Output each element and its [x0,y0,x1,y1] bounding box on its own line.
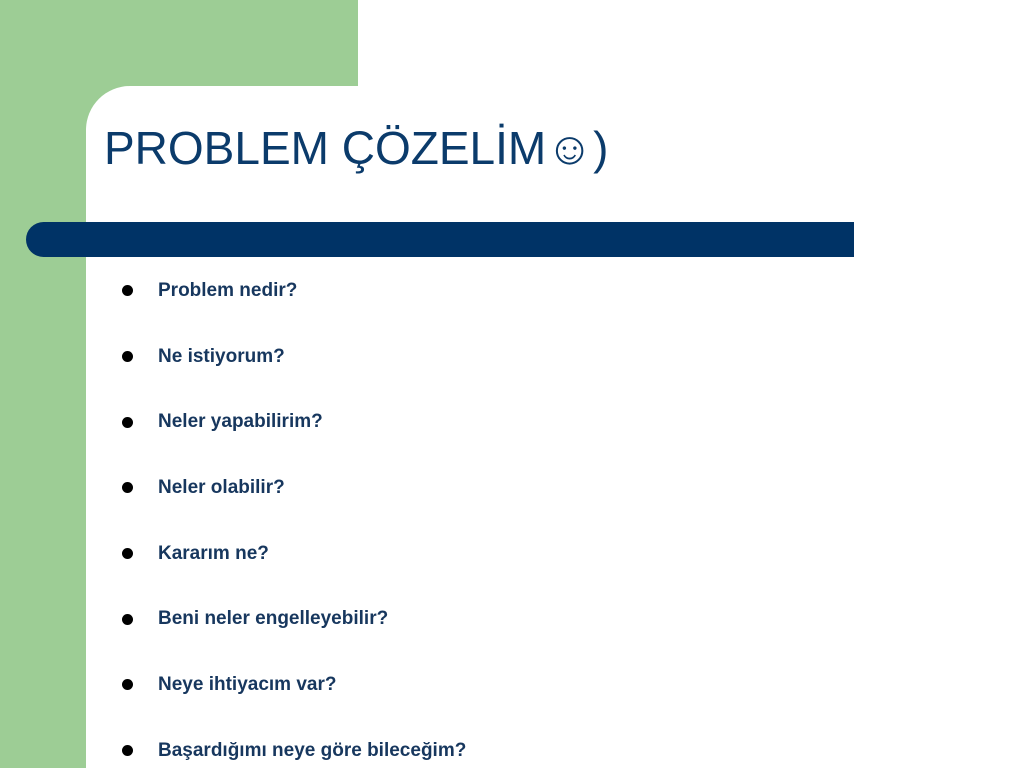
bullet-dot-icon [122,482,133,493]
title-underline-bar [26,222,854,257]
list-item [118,586,818,652]
list-item [118,455,818,521]
list-item [118,521,818,587]
list-item [118,718,818,768]
bullet-text: Beni neler engelleyebilir? [158,608,389,630]
list-item [118,652,818,718]
bullet-dot-icon [122,548,133,559]
bullet-text: Neler olabilir? [158,476,285,498]
bullet-dot-icon [122,614,133,625]
bullet-dot-icon [122,417,133,428]
bullet-text: Ne istiyorum? [158,345,285,367]
bullet-text: Kararım ne? [158,542,269,564]
bullet-dot-icon [122,745,133,756]
list-item [118,389,818,455]
list-item [118,258,818,324]
bullet-dot-icon [122,679,133,690]
bullet-dot-icon [122,351,133,362]
bullet-text: Neye ihtiyacım var? [158,673,337,695]
bullet-dot-icon [122,285,133,296]
bullet-list [118,258,818,768]
bullet-text: Başardığımı neye göre bileceğim? [158,739,467,761]
bullet-text: Neler yapabilirim? [158,411,323,433]
white-top-area [358,0,1024,90]
bullet-text: Problem nedir? [158,279,298,301]
list-item [118,324,818,390]
slide-title: PROBLEM ÇÖZELİM☺) [104,122,609,174]
